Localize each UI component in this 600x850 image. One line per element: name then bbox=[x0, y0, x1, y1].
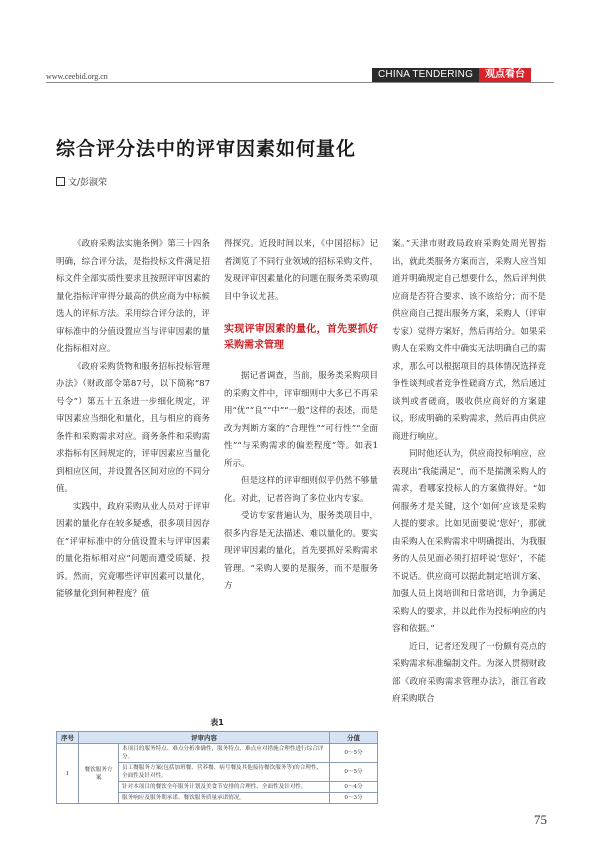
paragraph: 受访专家普遍认为，服务类项目中，很多内容是无法描述、难以量化的。要实现评审因素的量化，首先要抓好采购需求管理。“采购人要的是服务，而不是服务方 bbox=[224, 511, 378, 591]
row-category: 餐饮服务方案 bbox=[79, 744, 119, 804]
table-row bbox=[57, 744, 378, 763]
header-index: 序号 bbox=[57, 732, 79, 744]
paragraph: 同时他还认为，供应商投标响应，应表现出“我能满足”，而不是揣测采购人的需求，看哪家投标人的方案做得好。“如何服务才是关键，这个‘如何’应该是采购人提的要求。比如见面要说‘您好’，那就由采购人在采购需求中明确提出，为我服务的人员见面必须打招呼说‘您好’，不能不说话。供应商可以据此制定培训方案、加强人员上岗培训和日常培训，力争满足采购人的要求，并以此作为投标响应的内容和依据。” bbox=[392, 449, 546, 634]
paragraph: 得探究。近段时间以来，《中国招标》记者浏览了不同行业领域的招标采购文件，发现评审因素量化的问题在服务类采购项目中争议尤甚。 bbox=[224, 239, 378, 302]
header-rule bbox=[46, 82, 554, 83]
section-label: 观点看台 bbox=[479, 68, 531, 82]
paragraph: 案。”天津市财政局政府采购处周光智指出，就此类服务方案而言，采购人应当知道并明确规定自己想要什么，然后评判供应商是否符合要求、该不该给分；而不是供应商自己提出服务方案，采购人（评审专家）觉得方案好，然后再给分。如果采购人在采购文件中确实无法明确自己的需求，那么可以根据项目的具体情况选择竞争性谈判或者竞争性磋商方式，然后通过谈判或者磋商，吸收供应商好的方案建议，形成明确的采购需求，然后再由供应商进行响应。 bbox=[392, 239, 546, 442]
column-2 bbox=[224, 236, 378, 596]
site-url: www.ceebid.org.cn bbox=[46, 72, 108, 81]
row-index: 1 bbox=[57, 744, 79, 804]
paragraph: 《政府采购法实施条例》第三十四条明确，综合评分法，是指投标文件满足招标文件全部实质性要求且按照评审因素的量化指标评审得分最高的供应商为中标候选人的评标方法。采用综合评分法的，评审标准中的分值设置应当与评审因素的量化指标相对应。 bbox=[56, 239, 210, 354]
paragraph: 但是这样的评审细则似乎仍然不够量化。对此，记者咨询了多位业内专家。 bbox=[224, 476, 378, 504]
row-score: 0～3分 bbox=[330, 793, 378, 804]
row-content: 本项目的服务特点、难点分析准确性，服务特点、难点应对措施合理性进行综合评分。 bbox=[119, 744, 330, 763]
brand-name: CHINA TENDERING bbox=[372, 68, 479, 82]
row-score: 0～4分 bbox=[330, 782, 378, 793]
paragraph: 近日，记者还发现了一份颇有亮点的采购需求标准编制文件。为深入贯彻财政部《政府采购需求管理办法》，浙江省政府采购联合 bbox=[392, 641, 546, 704]
section-heading: 实现评审因素的量化，首先要抓好采购需求管理 bbox=[224, 324, 378, 351]
paragraph: 实践中，政府采购从业人员对于评审因素的量化存在较多疑惑，很多项目因存在“评审标准中的分值设置未与评审因素的量化指标相对应”问题而遭受质疑、投诉。然而，究竟哪些评审因素可以量化，能够量化到何种程度？值 bbox=[56, 501, 210, 599]
row-content: 员工餐服务方案(包括加班餐、营养餐、病号餐及其他接待餐饮服务等)的合理性、全面性及针对性。 bbox=[119, 763, 330, 782]
paragraph: 《政府采购货物和服务招标投标管理办法》（财政部令第87号，以下简称“87号令”）第五十五条进一步细化规定，评审因素应当细化和量化，且与相应的商务条件和采购需求对应。商务条件和采购需求指标有区间规定的，评审因素应当量化到相应区间，并设置各区间对应的不同分值。 bbox=[56, 361, 210, 494]
article-title: 综合评分法中的评审因素如何量化 bbox=[56, 138, 357, 160]
row-content: 针对本项目的餐饮全年服务计划及美食节安排的合理性、全面性及针对性。 bbox=[119, 782, 330, 793]
scoring-table bbox=[56, 731, 378, 804]
row-content: 服务响应及服务期承诺、餐饮服务质量承诺情况。 bbox=[119, 793, 330, 804]
table-header-row bbox=[57, 732, 378, 744]
paragraph: 据记者调查，当前，服务类采购项目的采购文件中，评审细则中大多已不再采用“优”“良”“中”“一般”这样的表述，而是改为判断方案的“合理性”“可行性”“全面性”“与采购需求的偏差程度”等。如表1所示。 bbox=[224, 371, 378, 469]
header-content: 评审内容 bbox=[79, 732, 330, 744]
column-3 bbox=[392, 236, 546, 709]
section-banner bbox=[372, 68, 531, 82]
author-line bbox=[56, 175, 107, 188]
author-box-icon bbox=[56, 177, 65, 186]
table-caption: 表1 bbox=[210, 718, 224, 727]
row-score: 0～5分 bbox=[330, 744, 378, 763]
header-score: 分值 bbox=[330, 732, 378, 744]
row-score: 0～5分 bbox=[330, 763, 378, 782]
page-number: 75 bbox=[534, 812, 547, 827]
column-1 bbox=[56, 236, 210, 604]
author-name: 文/彭淑荣 bbox=[68, 178, 108, 188]
